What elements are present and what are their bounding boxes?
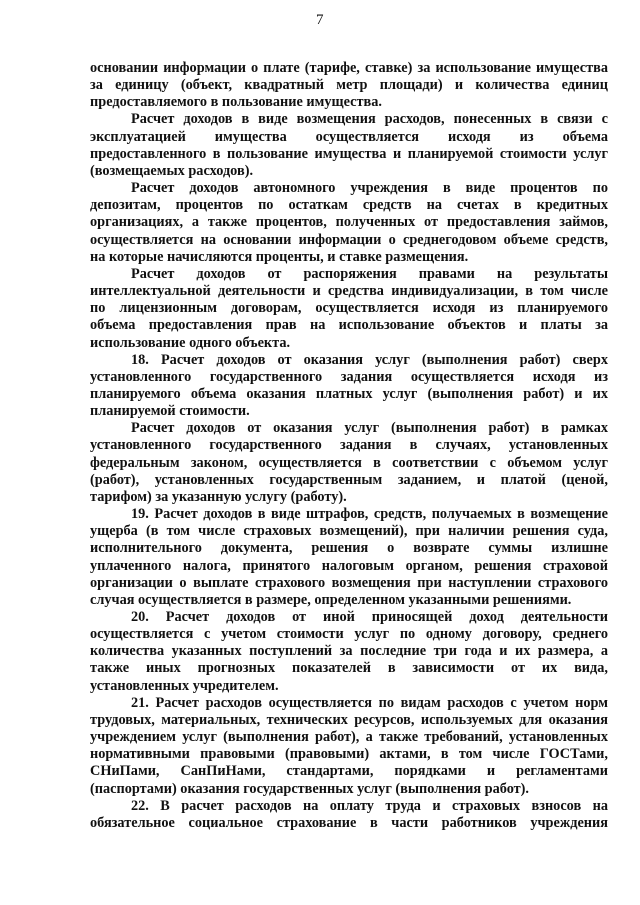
paragraph (90, 798, 608, 832)
text-line: учреждением услуг (выполнения работ), а также требований, установленных (90, 729, 608, 746)
text-line: планируемого объема оказания платных услуг (выполнения работ) и их (90, 385, 608, 402)
paragraph (90, 506, 608, 609)
text-line: 22. В расчет расходов на оплату труда и страховых взносов на (131, 797, 608, 814)
text-line: за единицу (объект, квадратный метр площади) и количества единиц (90, 77, 608, 94)
text-line: трудовых, материальных, технических ресурсов, используемых для оказания (90, 711, 608, 728)
text-line: (возмещаемых расходов). (90, 162, 254, 179)
text-line: 21. Расчет расходов осуществляется по видам расходов с учетом норм (131, 694, 608, 711)
paragraph (90, 609, 608, 695)
text-line: осуществляется с учетом стоимости услуг по одному договору, среднего (90, 626, 608, 643)
text-line: случая осуществляется в размере, определенном указанными решениями. (90, 591, 572, 608)
text-line: организации о выплате страхового возмещения при наступлении страхового (90, 574, 608, 591)
text-line: нормативными правовыми (правовыми) актами, в том числе ГОСТами, (90, 746, 608, 763)
paragraph (90, 420, 608, 506)
text-line: объема предоставления прав на использование объектов и платы за (90, 317, 608, 334)
text-line: планируемой стоимости. (90, 403, 250, 420)
text-line: уплаченного налога, принятого налоговым органом, решения страховой (90, 557, 608, 574)
text-line: 20. Расчет доходов от иной приносящей доход деятельности (131, 609, 608, 625)
text-line: установленного государственного задания в случаях, установленных (90, 437, 608, 454)
text-line: федеральным законом, осуществляется в соответствии с объемом услуг (90, 454, 608, 471)
text-line: (работ), установленных государственным заданием, и платой (ценой, (90, 471, 608, 488)
text-line: установленных учредителем. (90, 677, 279, 694)
paragraph (90, 60, 608, 111)
text-line: предоставляемого в пользование имущества. (90, 94, 382, 111)
text-line: эксплуатацией имущества осуществляется исходя из объема (90, 128, 608, 145)
text-line: интеллектуальной деятельности и средства индивидуализации, в том числе (90, 283, 608, 300)
text-line: также иных прогнозных показателей в зависимости от их вида, (90, 660, 608, 677)
text-line: использование одного объекта. (90, 334, 291, 351)
text-line: тарифом) за указанную услугу (работу). (90, 488, 347, 505)
page-number: 7 (316, 12, 324, 28)
paragraph (90, 695, 608, 798)
text-line: 18. Расчет доходов от оказания услуг (выполнения работ) сверх (131, 351, 608, 368)
document-body (90, 60, 608, 832)
text-line: исполнительного документа, решения о возврате суммы излишне (90, 540, 608, 557)
text-line: обязательное социальное страхование в части работников учреждения (90, 814, 608, 831)
text-line: Расчет доходов от распоряжения правами на результаты (131, 265, 608, 282)
text-line: депозитам, процентов по остаткам средств на счетах в кредитных (90, 197, 608, 214)
paragraph (90, 180, 608, 266)
text-line: организациях, а также процентов, полученных от предоставления займов, (90, 214, 608, 231)
text-line: 19. Расчет доходов в виде штрафов, средств, получаемых в возмещение (131, 506, 608, 523)
text-line: Расчет доходов автономного учреждения в виде процентов по (131, 180, 608, 197)
paragraph (90, 266, 608, 352)
text-line: (паспортами) оказания государственных услуг (выполнения работ). (90, 780, 530, 797)
text-line: основании информации о плате (тарифе, ставке) за использование имущества (90, 60, 608, 76)
paragraph (90, 352, 608, 421)
text-line: на которые начисляются проценты, и ставке размещения. (90, 248, 469, 265)
paragraph (90, 111, 608, 180)
text-line: по лицензионным договорам, осуществляется исходя из планируемого (90, 300, 608, 317)
text-line: Расчет доходов в виде возмещения расходов, понесенных в связи с (131, 111, 608, 128)
text-line: СНиПами, СанПиНами, стандартами, порядками и регламентами (90, 763, 608, 780)
text-line: осуществляется на основании информации о среднегодовом объеме средств, (90, 231, 608, 248)
text-line: предоставленного в пользование имущества и планируемой стоимости услуг (90, 145, 608, 162)
text-line: ущерба (в том числе страховых возмещений), при наличии решения суда, (90, 523, 608, 540)
text-line: Расчет доходов от оказания услуг (выполнения работ) в рамках (131, 420, 608, 437)
text-line: установленного государственного задания осуществляется исходя из (90, 368, 608, 385)
text-line: количества указанных поступлений за последние три года и их размера, а (90, 643, 608, 660)
